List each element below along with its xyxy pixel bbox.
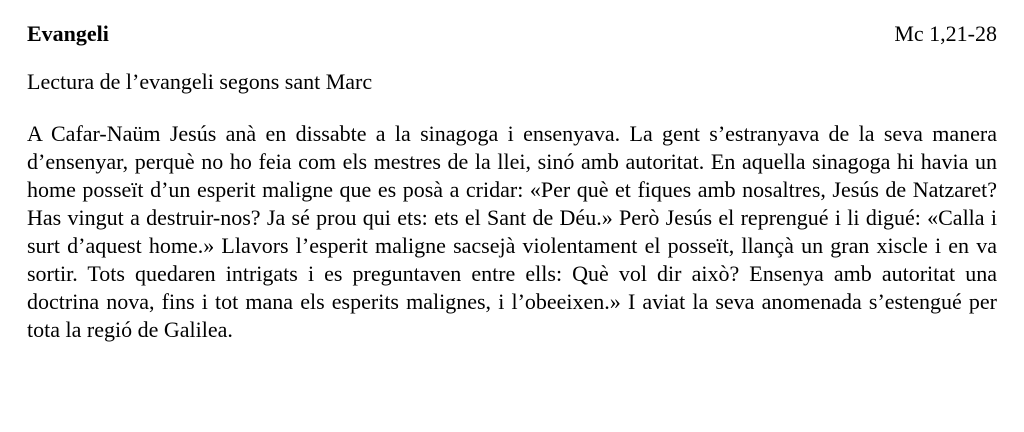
reading-subtitle: Lectura de l’evangeli segons sant Marc: [27, 69, 373, 94]
header-row: [27, 20, 997, 48]
scripture-reference: Mc 1,21-28: [894, 21, 997, 46]
reading-body: A Cafar-Naüm Jesús anà en dissabte a la sinagoga i ensenyava. La gent s’estranyava de la seva manera d’ensenyar, perquè no ho feia com els mestres de la llei, sinó amb autoritat. En aquella sinagoga hi havia un home posseït d’un esperit maligne que es posà a cridar: «Per què et fiques amb nosaltres, Jesús de Natzaret? Has vingut a destruir-nos? Ja sé prou qui ets: ets el Sant de Déu.» Però Jesús el reprengué i li digué: «Calla i surt d’aquest home.» Llavors l’esperit maligne sacsejà violentament el posseït, llançà un gran xiscle i en va sortir. Tots quedaren intrigats i es preguntaven entre ells: Què vol dir això? Ensenya amb autoritat una doctrina nova, fins i tot mana els esperits malignes, i l’obeeixen.» I aviat la seva anomenada s’estengué per tota la regió de Galilea.: [27, 121, 997, 342]
section-title: Evangeli: [27, 21, 109, 46]
